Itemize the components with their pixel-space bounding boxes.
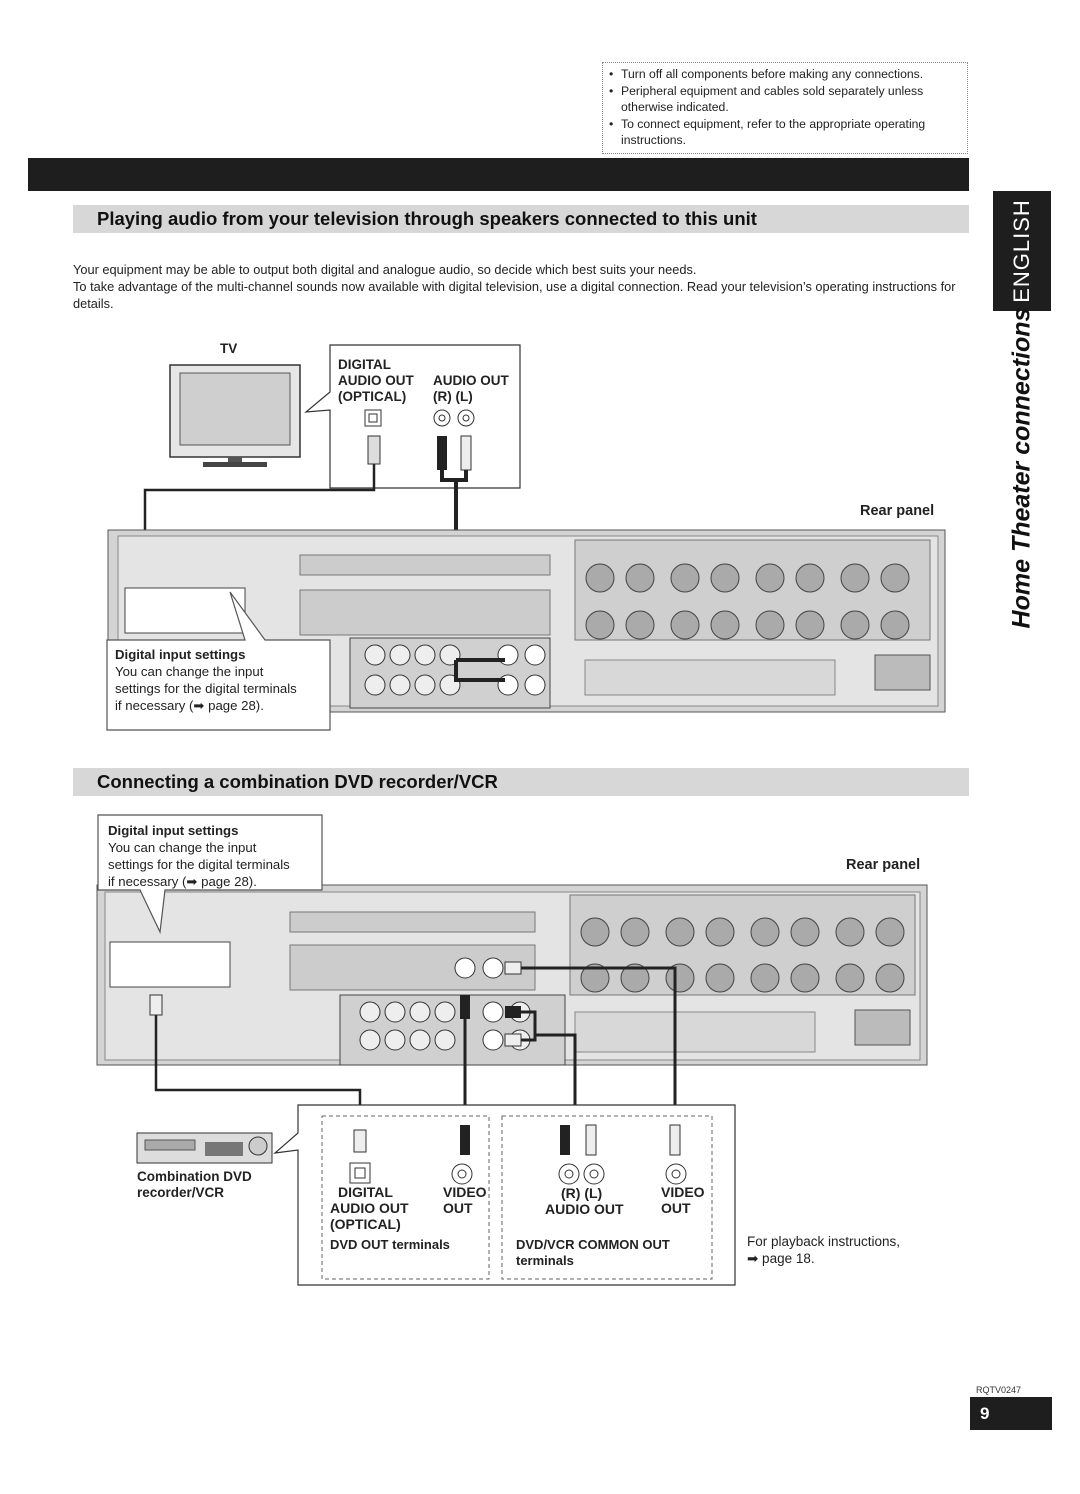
rear-panel-label-2: Rear panel xyxy=(846,857,921,873)
digital-input-settings-note-2: Digital input settings You can change the input settings for the digital terminals if necessary (➡ page 28). xyxy=(108,823,290,889)
digital-audio-out-label: DIGITAL AUDIO OUT (OPTICAL) xyxy=(338,357,414,404)
tv-label: TV xyxy=(220,341,238,356)
tv-icon xyxy=(170,365,300,467)
note-item: • Turn off all components before making any connections. xyxy=(609,67,924,81)
optical-jack-icon xyxy=(365,410,381,426)
digital-input-settings-note: Digital input settings You can change the input settings for the digital terminals if necessary (➡ page 28). xyxy=(115,647,297,713)
dvd-digital-audio-out-label: DIGITAL AUDIO OUT (OPTICAL) xyxy=(330,1184,409,1232)
intro-text: Your equipment may be able to output both digital and analogue audio, so decide which best suits your needs. To take advantage of the multi-channel sounds now available with digital television, use a digital connection. Read your television’s operating instructions for details. xyxy=(73,262,956,311)
model-code: RQTV0247 xyxy=(976,1385,1022,1395)
note-item: • To connect equipment, refer to the appropriate operating instructions. xyxy=(609,116,926,148)
playback-note: For playback instructions, ➡ page 18. xyxy=(747,1234,901,1266)
rca-plug-icon xyxy=(461,436,471,470)
chapter-title: Home Theater connections xyxy=(1007,307,1036,629)
section-heading-2: Connecting a combination DVD recorder/VCR xyxy=(73,768,969,796)
optical-jack-icon xyxy=(350,1163,370,1183)
video-out-label-1: VIDEO OUT xyxy=(443,1184,487,1216)
language-tab: ENGLISH xyxy=(993,191,1051,311)
note-item: • Peripheral equipment and cables sold separately unless otherwise indicated. xyxy=(609,83,924,115)
section-heading: Playing audio from your television through speakers connected to this unit xyxy=(73,205,969,233)
common-out-terminals-label: DVD/VCR COMMON OUT terminals xyxy=(516,1237,670,1268)
page-number: 9 xyxy=(970,1397,1052,1430)
rear-panel-label: Rear panel xyxy=(860,503,935,519)
optical-plug-icon xyxy=(368,436,380,464)
video-out-label-2: VIDEO OUT xyxy=(661,1184,705,1216)
rca-plug-icon xyxy=(437,436,447,470)
dvd-out-terminals-label: DVD OUT terminals xyxy=(330,1237,450,1252)
dvd-recorder-icon xyxy=(137,1133,272,1163)
device-label: Combination DVD recorder/VCR xyxy=(137,1169,252,1200)
common-audio-out-label: (R) (L) AUDIO OUT xyxy=(545,1185,624,1217)
audio-out-label: AUDIO OUT (R) (L) xyxy=(433,373,509,404)
